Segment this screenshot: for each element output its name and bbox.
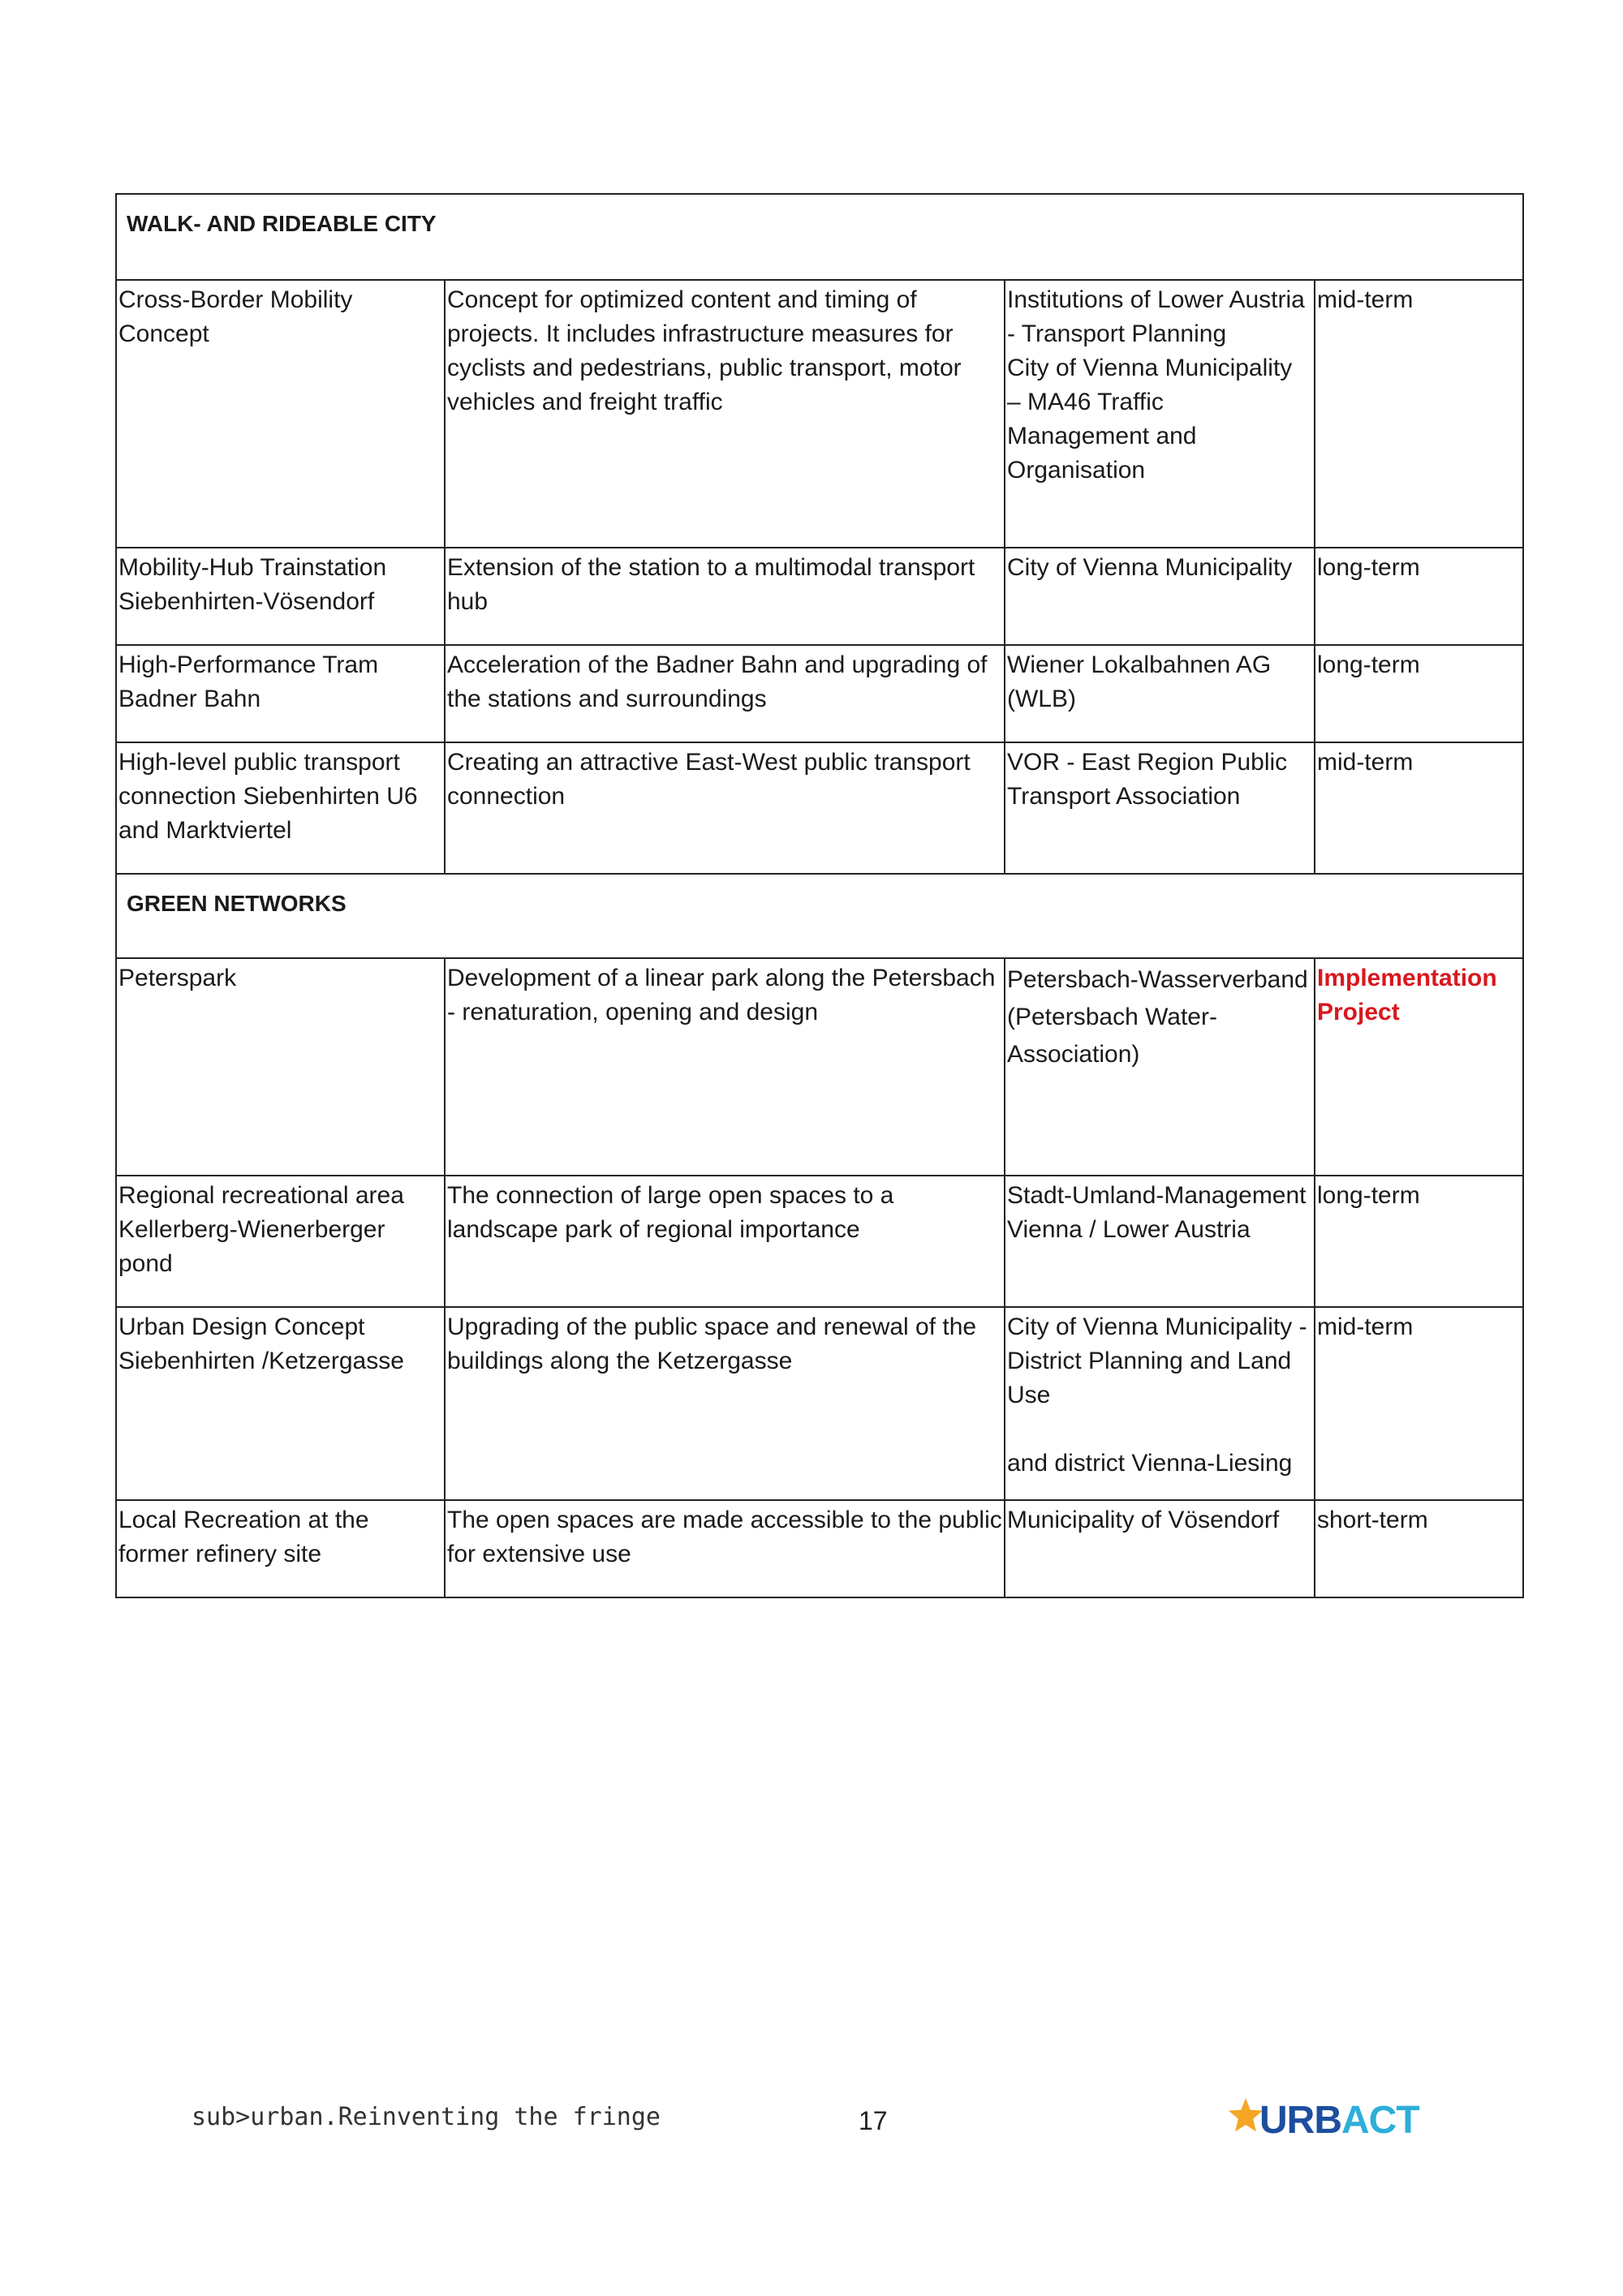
project-description: The open spaces are made accessible to the public for extensive use <box>445 1500 1005 1597</box>
project-description: Creating an attractive East-West public transport connection <box>445 742 1005 874</box>
section-title: GREEN NETWORKS <box>116 874 1523 958</box>
project-name: High-Performance Tram Badner Bahn <box>116 645 445 742</box>
responsible-institution: City of Vienna Municipality - District Planning and Land Use and district Vienna-Liesing <box>1005 1307 1315 1500</box>
project-name: Peterspark <box>116 958 445 1176</box>
project-description: Extension of the station to a multimodal transport hub <box>445 548 1005 645</box>
table-row <box>116 742 1523 874</box>
timing: long-term <box>1315 548 1523 645</box>
table-row <box>116 1307 1523 1500</box>
project-name: High-level public transport connection Siebenhirten U6 and Marktviertel <box>116 742 445 874</box>
project-description: Upgrading of the public space and renewal of the buildings along the Ketzergasse <box>445 1307 1005 1500</box>
timing: mid-term <box>1315 280 1523 548</box>
logo-text-accent: ACT <box>1341 2099 1419 2142</box>
table-row <box>116 1176 1523 1307</box>
project-name: Local Recreation at the former refinery site <box>116 1500 445 1597</box>
table-row <box>116 645 1523 742</box>
project-name: Regional recreational area Kellerberg-Wienerberger pond <box>116 1176 445 1307</box>
project-name: Mobility-Hub Trainstation Siebenhirten-Vösendorf <box>116 548 445 645</box>
project-name: Cross-Border Mobility Concept <box>116 280 445 548</box>
table-row <box>116 958 1523 1176</box>
table-row <box>116 548 1523 645</box>
project-description: The connection of large open spaces to a landscape park of regional importance <box>445 1176 1005 1307</box>
urbact-logo <box>1227 2098 1419 2143</box>
responsible-institution: Stadt-Umland-Management Vienna / Lower Austria <box>1005 1176 1315 1307</box>
timing: mid-term <box>1315 1307 1523 1500</box>
responsible-institution: City of Vienna Municipality <box>1005 548 1315 645</box>
timing: long-term <box>1315 1176 1523 1307</box>
timing: mid-term <box>1315 742 1523 874</box>
responsible-institution: VOR - East Region Public Transport Association <box>1005 742 1315 874</box>
project-description: Concept for optimized content and timing of projects. It includes infrastructure measures for cyclists and pedestrians, public transport, motor vehicles and freight traffic <box>445 280 1005 548</box>
responsible-institution: Petersbach-Wasserverband (Petersbach Water-Association) <box>1005 958 1315 1176</box>
responsible-institution: Municipality of Vösendorf <box>1005 1500 1315 1597</box>
table-row <box>116 1500 1523 1597</box>
projects-table <box>115 193 1524 1598</box>
responsible-institution: Institutions of Lower Austria - Transport Planning City of Vienna Municipality – MA46 Traffic Management and Organisation <box>1005 280 1315 548</box>
logo-text-main: URB <box>1259 2099 1341 2142</box>
section-header-row <box>116 874 1523 958</box>
section-title: WALK- AND RIDEABLE CITY <box>116 194 1523 280</box>
project-description: Development of a linear park along the Petersbach - renaturation, opening and design <box>445 958 1005 1176</box>
logo-text <box>1259 2098 1419 2143</box>
page-number: 17 <box>859 2106 888 2135</box>
project-name: Urban Design Concept Siebenhirten /Ketzergasse <box>116 1307 445 1500</box>
footer-title: sub>urban.Reinventing the fringe <box>192 2103 661 2131</box>
table-row <box>116 280 1523 548</box>
implementation-project-label: Implementation Project <box>1315 958 1523 1176</box>
timing: long-term <box>1315 645 1523 742</box>
responsible-institution: Wiener Lokalbahnen AG (WLB) <box>1005 645 1315 742</box>
project-description: Acceleration of the Badner Bahn and upgrading of the stations and surroundings <box>445 645 1005 742</box>
timing: short-term <box>1315 1500 1523 1597</box>
section-header-row <box>116 194 1523 280</box>
